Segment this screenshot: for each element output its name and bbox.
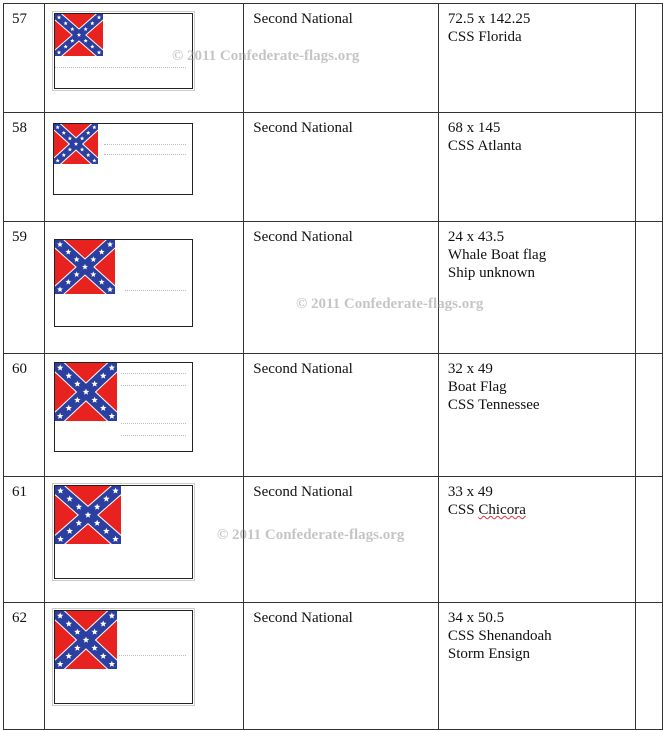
description-cell [438, 477, 635, 603]
description-cell [438, 113, 635, 222]
flag-icon [54, 239, 193, 327]
flag-image-cell [44, 354, 244, 477]
detail-line: Boat Flag [447, 379, 507, 395]
extra-cell [635, 4, 662, 113]
saltire-canton-icon [55, 611, 117, 669]
flag-icon [54, 13, 193, 89]
description-cell [438, 603, 635, 730]
flag-image-cell [44, 113, 244, 222]
size-line: 72.5 x 142.25 [447, 11, 531, 27]
saltire-canton-icon [55, 486, 121, 544]
saltire-canton-icon [55, 240, 115, 294]
saltire-canton-icon [54, 124, 98, 164]
saltire-canton-icon [55, 363, 117, 421]
size-line: 33 x 49 [447, 484, 493, 500]
ship-line: Ship unknown [447, 265, 536, 281]
size-line: 32 x 49 [447, 361, 493, 377]
flag-type-cell [244, 354, 439, 477]
flag-type: Second National [253, 361, 353, 377]
flag-type: Second National [253, 229, 353, 245]
table-row [4, 113, 663, 222]
misspelled-word: Chicora [478, 502, 526, 518]
ship-line: CSS Shenandoah [447, 628, 552, 644]
extra-cell [635, 222, 662, 354]
flag-image-cell [44, 603, 244, 730]
watermark: © 2011 Confederate-flags.org [172, 48, 360, 64]
flag-type: Second National [253, 11, 353, 27]
flag-image-cell [44, 222, 244, 354]
row-number: 62 [12, 610, 27, 626]
number-cell [4, 477, 45, 603]
ship-line: CSS Atlanta [447, 138, 522, 154]
size-line: 24 x 43.5 [447, 229, 505, 245]
detail-line: Storm Ensign [447, 646, 531, 662]
flag-table [3, 3, 663, 730]
extra-cell [635, 354, 662, 477]
flag-icon [54, 485, 193, 579]
flag-icon [54, 610, 193, 704]
number-cell [4, 4, 45, 113]
number-cell [4, 222, 45, 354]
flag-type: Second National [253, 610, 353, 626]
table-row [4, 354, 663, 477]
number-cell [4, 603, 45, 730]
flag-image-cell [44, 477, 244, 603]
number-cell [4, 113, 45, 222]
number-cell [4, 354, 45, 477]
row-number: 60 [12, 361, 27, 377]
flag-image-cell [44, 4, 244, 113]
flag-type: Second National [253, 484, 353, 500]
description-cell [438, 4, 635, 113]
size-line: 68 x 145 [447, 120, 501, 136]
size-line: 34 x 50.5 [447, 610, 505, 626]
row-number: 57 [12, 11, 27, 27]
flag-icon [54, 362, 193, 452]
table-row [4, 477, 663, 603]
extra-cell [635, 113, 662, 222]
flag-type-cell [244, 477, 439, 603]
row-number: 61 [12, 484, 27, 500]
row-number: 58 [12, 120, 27, 136]
flag-type: Second National [253, 120, 353, 136]
flag-type-cell [244, 113, 439, 222]
detail-line: Whale Boat flag [447, 247, 547, 263]
ship-line: CSS Florida [447, 29, 522, 45]
flag-type-cell [244, 603, 439, 730]
description-cell [438, 222, 635, 354]
description-cell [438, 354, 635, 477]
extra-cell [635, 477, 662, 603]
ship-line: CSS Chicora [447, 502, 526, 518]
extra-cell [635, 603, 662, 730]
row-number: 59 [12, 229, 27, 245]
watermark: © 2011 Confederate-flags.org [217, 527, 405, 543]
flag-type-cell [244, 4, 439, 113]
flag-type-cell [244, 222, 439, 354]
table-row [4, 4, 663, 113]
watermark: © 2011 Confederate-flags.org [296, 296, 484, 312]
saltire-canton-icon [55, 14, 103, 56]
ship-line: CSS Tennessee [447, 397, 540, 413]
flag-icon [53, 123, 193, 195]
table-row [4, 222, 663, 354]
table-row [4, 603, 663, 730]
